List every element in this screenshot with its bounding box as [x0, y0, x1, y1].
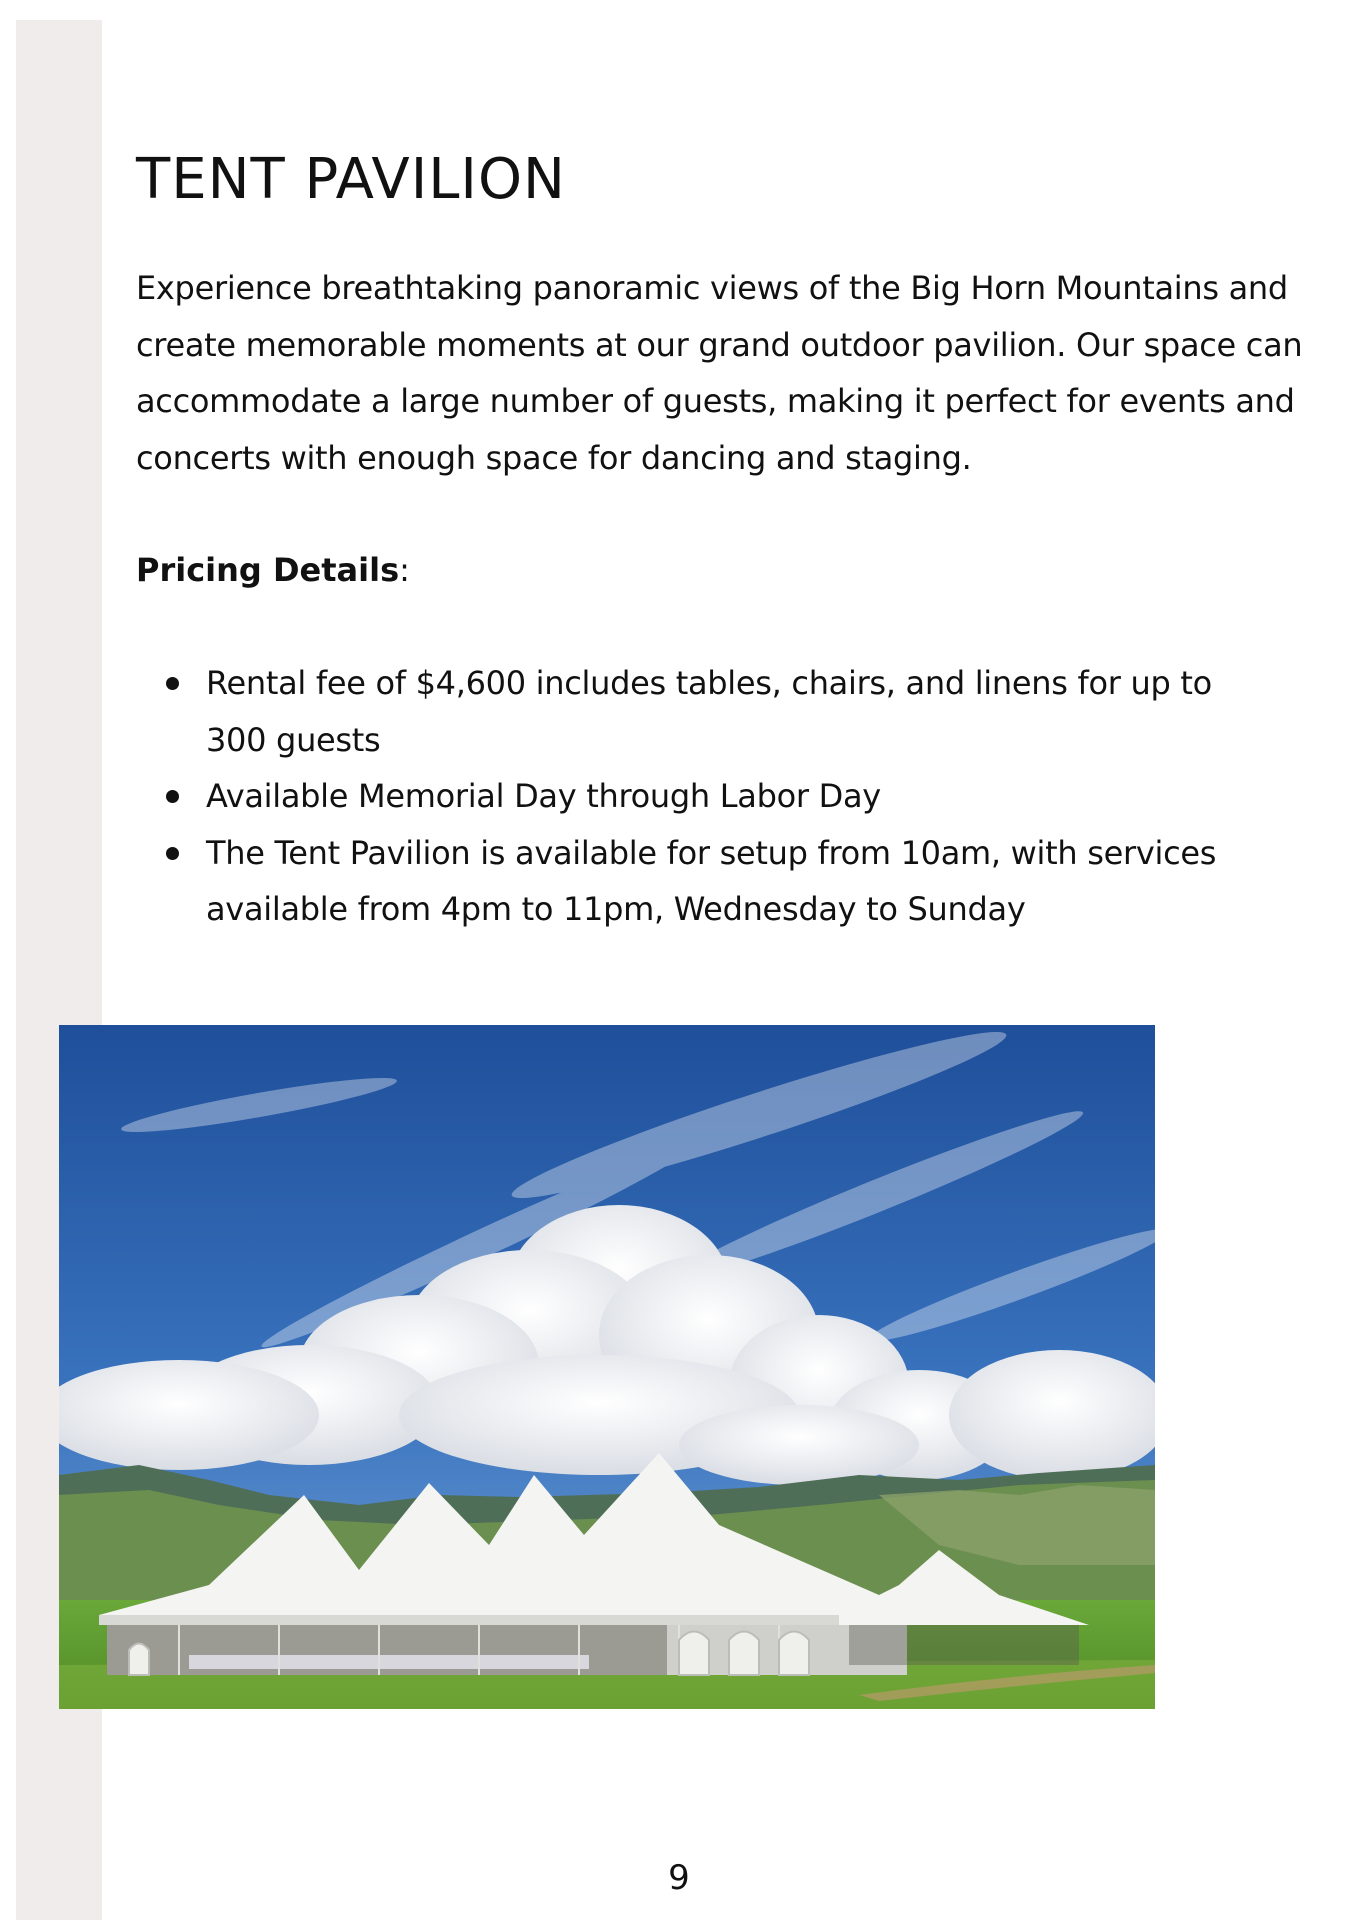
page-number: 9	[668, 1858, 690, 1898]
pricing-item-text: Available Memorial Day through Labor Day	[206, 777, 881, 815]
pricing-item-text: The Tent Pavilion is available for setup from 10am, with services available from 4pm to 11pm, Wednesday to Sunday	[206, 833, 1217, 928]
intro-paragraph: Experience breathtaking panoramic views of the Big Horn Mountains and create memorable moments at our grand outdoor pavilion. Our space can accommodate a large number of guests, making it perfect for events and concerts with enough space for dancing and staging.	[136, 269, 1303, 477]
bullet-icon	[166, 677, 179, 690]
pricing-item	[136, 655, 1256, 768]
page-title: TENT PAVILION	[136, 147, 566, 212]
bullet-icon	[166, 790, 179, 803]
pricing-heading	[136, 542, 410, 598]
bullet-icon	[166, 847, 179, 860]
pricing-colon: :	[399, 551, 410, 589]
pricing-item	[136, 825, 1256, 938]
pricing-item-text: Rental fee of $4,600 includes tables, chairs, and linens for up to 300 guests	[206, 664, 1212, 759]
pricing-item	[136, 768, 1256, 825]
pricing-label: Pricing Details	[136, 551, 400, 589]
tent-pavilion-photo	[59, 1025, 1155, 1709]
pricing-list	[136, 655, 1256, 938]
